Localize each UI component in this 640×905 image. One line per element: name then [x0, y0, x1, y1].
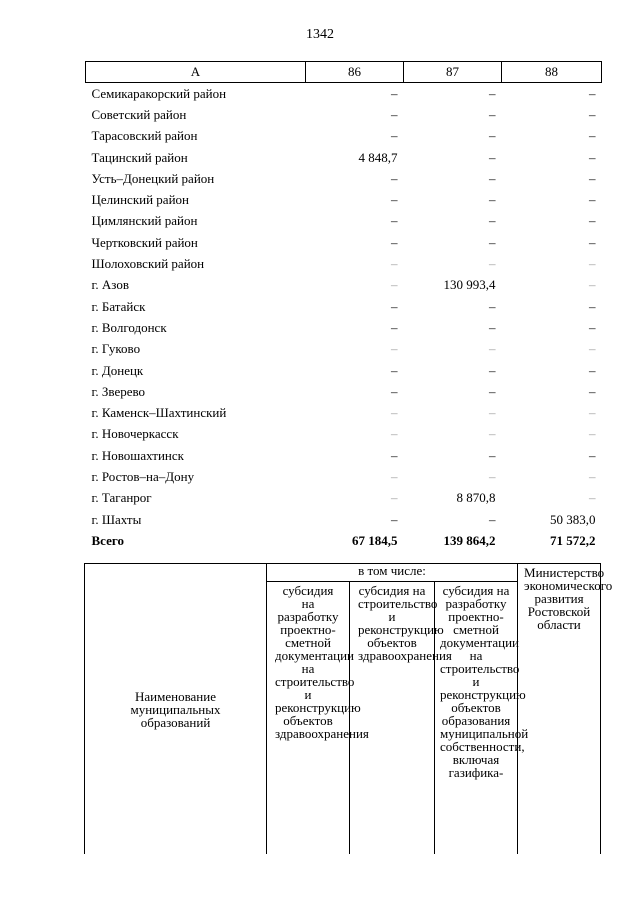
- subsidy-design-health-label: субсидия на разработку проектно-сметной документации на строительство и реконструкцию объектов здравоохранения: [275, 583, 369, 741]
- total-label: Всего: [91, 532, 124, 548]
- total-88: 71 572,2: [550, 532, 596, 548]
- in-that-number-header: в том числе:: [267, 564, 518, 582]
- value-87: –: [489, 468, 496, 484]
- total-row: [86, 530, 602, 551]
- municipality-name: г. Новочеркасск: [91, 426, 179, 442]
- value-87: –: [489, 213, 496, 229]
- table-header-row: [86, 62, 602, 83]
- value-88: –: [589, 234, 596, 250]
- value-86: –: [391, 362, 398, 378]
- municipality-name: Тарасовский район: [91, 128, 198, 144]
- table-row: [86, 466, 602, 487]
- value-87: –: [489, 106, 496, 122]
- value-87: –: [489, 341, 496, 357]
- table-row: [86, 317, 602, 338]
- value-88: –: [589, 170, 596, 186]
- header-86: 86: [306, 62, 404, 83]
- ministry-label: Министерство экономического развития Ростовской области: [524, 565, 613, 632]
- value-88: –: [589, 426, 596, 442]
- header-87: 87: [404, 62, 502, 83]
- value-86: –: [391, 426, 398, 442]
- value-86: –: [391, 405, 398, 421]
- subsidy-construction-health-label: субсидия на строительство и реконструкцию объектов здравоохранения: [358, 583, 452, 663]
- municipality-name: г. Новошахтинск: [91, 447, 184, 463]
- table-row: [86, 424, 602, 445]
- total-86: 67 184,5: [352, 532, 398, 548]
- subsidy-header-table: [84, 563, 613, 854]
- value-87: 130 993,4: [443, 277, 496, 293]
- value-87: –: [489, 511, 496, 527]
- value-88: –: [589, 490, 596, 506]
- subsidy-construction-health-header: [350, 582, 452, 855]
- value-87: –: [489, 234, 496, 250]
- value-86: –: [391, 447, 398, 463]
- table-row: [86, 168, 602, 189]
- value-86: –: [391, 511, 398, 527]
- municipality-name-label: Наименование муниципальных образований: [130, 688, 221, 730]
- municipality-name: г. Донецк: [91, 362, 144, 378]
- value-86: –: [391, 256, 398, 272]
- header-name: А: [86, 62, 306, 83]
- municipality-name-header: [85, 564, 267, 855]
- value-86: –: [391, 277, 398, 293]
- municipality-name: Усть–Донецкий район: [91, 170, 215, 186]
- table-row: [86, 189, 602, 210]
- value-88: –: [589, 213, 596, 229]
- page-number: 1342: [306, 27, 334, 42]
- table-row: [86, 211, 602, 232]
- value-88: –: [589, 256, 596, 272]
- municipality-name: Чертковский район: [91, 234, 198, 250]
- value-87: –: [489, 319, 496, 335]
- municipality-name: г. Азов: [91, 277, 129, 293]
- table-row: [86, 488, 602, 509]
- municipality-name: г. Зверево: [91, 383, 146, 399]
- ministry-header: [518, 564, 613, 855]
- municipality-name: г. Таганрог: [91, 490, 152, 506]
- value-88: –: [589, 106, 596, 122]
- value-88: –: [589, 362, 596, 378]
- municipality-name: Шолоховский район: [91, 256, 205, 272]
- municipality-name: г. Шахты: [91, 511, 142, 527]
- value-88: –: [589, 468, 596, 484]
- municipality-name: Целинский район: [91, 192, 189, 208]
- value-88: –: [589, 383, 596, 399]
- value-86: –: [391, 192, 398, 208]
- municipality-name: г. Гуково: [91, 341, 141, 357]
- value-87: –: [489, 85, 496, 101]
- value-86: –: [391, 213, 398, 229]
- value-87: –: [489, 192, 496, 208]
- value-88: –: [589, 319, 596, 335]
- value-87: 8 870,8: [456, 490, 496, 506]
- table-row: [86, 360, 602, 381]
- value-88: 50 383,0: [550, 511, 596, 527]
- table-row: [86, 509, 602, 530]
- value-87: –: [489, 362, 496, 378]
- municipality-name: Советский район: [91, 106, 187, 122]
- total-87: 139 864,2: [443, 532, 496, 548]
- subsidy-design-education-label: субсидия на разработку проектно-сметной документации на строительство и реконструкцию объектов образования муниципальной собственности, включая газифика-: [440, 583, 529, 780]
- value-88: –: [589, 192, 596, 208]
- municipality-name: Цимлянский район: [91, 213, 198, 229]
- value-87: –: [489, 426, 496, 442]
- value-86: –: [391, 298, 398, 314]
- table-row: [86, 253, 602, 274]
- value-86: –: [391, 468, 398, 484]
- budget-table: [85, 61, 602, 552]
- value-88: –: [589, 447, 596, 463]
- subsidy-design-health-header: [267, 582, 369, 855]
- table-row: [86, 381, 602, 402]
- municipality-name: г. Волгодонск: [91, 319, 167, 335]
- table-body: [86, 83, 602, 552]
- table-row: [86, 296, 602, 317]
- table-row: [86, 402, 602, 423]
- value-88: –: [589, 341, 596, 357]
- value-86: –: [391, 106, 398, 122]
- table-row: [86, 126, 602, 147]
- municipality-name: г. Ростов–на–Дону: [91, 468, 195, 484]
- value-87: –: [489, 256, 496, 272]
- value-86: –: [391, 383, 398, 399]
- value-86: 4 848,7: [358, 149, 398, 165]
- value-87: –: [489, 170, 496, 186]
- value-88: –: [589, 85, 596, 101]
- table-row: [86, 339, 602, 360]
- municipality-name: Семикаракорский район: [91, 85, 227, 101]
- value-87: –: [489, 383, 496, 399]
- municipality-name: г. Батайск: [91, 298, 146, 314]
- value-86: –: [391, 234, 398, 250]
- value-86: –: [391, 170, 398, 186]
- table-row: [86, 445, 602, 466]
- value-87: –: [489, 405, 496, 421]
- header-88: 88: [502, 62, 602, 83]
- value-86: –: [391, 85, 398, 101]
- value-88: –: [589, 149, 596, 165]
- value-88: –: [589, 405, 596, 421]
- value-88: –: [589, 128, 596, 144]
- value-86: –: [391, 341, 398, 357]
- value-87: –: [489, 447, 496, 463]
- table-row: [86, 232, 602, 253]
- value-86: –: [391, 128, 398, 144]
- value-86: –: [391, 319, 398, 335]
- value-87: –: [489, 128, 496, 144]
- table-row: [86, 275, 602, 296]
- table-row: [86, 104, 602, 125]
- value-87: –: [489, 149, 496, 165]
- value-87: –: [489, 298, 496, 314]
- value-86: –: [391, 490, 398, 506]
- subsidy-design-education-header: [435, 582, 529, 855]
- table-row: [86, 83, 602, 105]
- value-88: –: [589, 277, 596, 293]
- municipality-name: Тацинский район: [91, 149, 188, 165]
- value-88: –: [589, 298, 596, 314]
- table-row: [86, 147, 602, 168]
- municipality-name: г. Каменск–Шахтинский: [91, 405, 227, 421]
